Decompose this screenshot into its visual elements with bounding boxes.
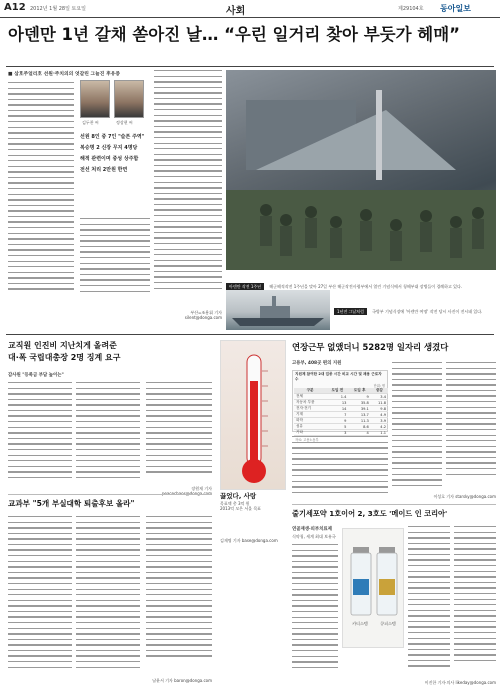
table-cell: 1.1 [371,430,388,436]
right-story-headline: 연장근무 없앴더니 5282명 일자리 생겼다 [292,342,449,352]
table-cell: 섬유 [294,424,326,430]
table-cell: 35.8 [348,400,370,406]
page-header [0,0,500,18]
thermometer-byline: 김재명 기자 base@donga.com [220,538,278,543]
table-cell: 기계 [294,412,326,418]
portrait-photo-1 [80,80,110,118]
table-cell: 4 [348,430,370,436]
caption-text: 국방부 기념식장에 '아덴만 여명' 작전 당시 사진이 전시돼 있다. [372,309,483,314]
table-cell: 4.9 [371,412,388,418]
vial-photos [342,528,404,648]
table-cell: 9 [326,418,348,424]
table-cell: 11.8 [371,400,388,406]
ceremony-photo [226,70,496,270]
top-story-headline: 아덴만 1년 갈채 쏟아진 날… “우린 일거리 찾아 부둣가 헤매” [8,25,461,44]
right-story-body-col2 [392,362,442,502]
top-story-kicker: ■ 삼호주얼리호 선원·주치의의 엇갈린 그늘진 후유증 [8,72,121,77]
table-cell: 13 [326,400,348,406]
caption-line: 목표액 총 3억 원 [220,501,250,506]
deck-line: 해적 관련이며 중성 상주함 [80,156,139,162]
vaccine-headline: 줄기세포약 1호이어 2, 3호도 '메이드 인 코리아' [292,509,448,518]
table-cell: 39.1 [348,406,370,412]
issue-date: 2012년 1월 28일 토요일 [30,6,87,12]
top-story-body-col3 [154,70,222,310]
left-mid-body-col1 [8,382,72,486]
table-cell: 5 [326,424,348,430]
table-header: 도입 전 [326,388,348,394]
table-cell: 3.9 [371,418,388,424]
top-story-deck [80,132,150,214]
table-row [294,430,388,436]
newspaper-logo: 동아일보 [440,3,471,13]
thermometer-caption [220,492,286,538]
table-source: 자료: 고용노동부 [295,438,319,442]
table-unit: 단위: 명 [373,384,385,388]
ceremony-scene-graphic [226,70,496,270]
table-cell: 4.2 [371,424,388,430]
deck-line: 선원 8인 중 7인 "슬픈 주역" [80,134,145,140]
thermometer-graphic [221,341,287,491]
portrait-caption-1: 김두찬 씨 [82,120,99,125]
bottom-left-byline: 남윤서 기자 baron@donga.com [152,678,212,683]
table-cell: 1.4 [326,394,348,400]
table-cell: 기타 [294,430,326,436]
table-cell: 8.6 [348,424,370,430]
stats-table-box [292,370,388,442]
table-title: 지원제 참여한 2대 업종 시간 비교 시간 및 채용 근로자 수 [295,372,382,381]
caption-title: 끓었다, 사랑 [220,492,257,500]
bottom-left-body-col3 [146,516,212,676]
top-story-byline: 부산=조용휘 기자 silent@donga.com [184,310,222,321]
right-story-body-col1 [292,436,388,500]
vial-caption-1: 카티스템 [352,621,368,626]
bottom-left-body-col2 [76,516,140,686]
vaccine-body-col3 [454,526,496,678]
table-cell: 전체 [294,394,326,400]
caption-title: 1년전 그날처럼 [334,308,367,315]
stats-table [294,388,388,436]
table-cell: 전자·전기 [294,406,326,412]
right-story-body-col3 [446,362,496,494]
headline-rule [6,66,494,67]
vaccine-body-col1 [292,544,338,684]
vaccine-rule [292,504,496,505]
ship-photo-caption [334,298,496,328]
left-mid-kicker: 감사원 "등록금 부담 높이는" [8,373,64,378]
table-cell: 3 [326,430,348,436]
ceremony-photo-caption [226,273,496,287]
vial-caption-2: 큐피스템 [380,621,396,626]
table-cell: 9 [348,394,370,400]
issue-number: 제29104호 [398,6,424,12]
table-header: 구분 [294,388,326,394]
table-cell: 11.3 [348,418,370,424]
right-story-byline: 이성호 기자 starsky@donga.com [433,494,496,499]
table-cell: 9.8 [371,406,388,412]
table-header: 증감 [371,388,388,394]
table-cell: 화학 [294,418,326,424]
left-mid-body-col2 [76,382,140,486]
table-cell: 14 [326,406,348,412]
vaccine-sub: 식약청, 세계 최대 보유국 [292,534,336,539]
right-story-kicker: 고용부, 408곳 편의 지원 [292,361,342,366]
ship-photo [226,290,330,330]
table-cell: 3.4 [371,394,388,400]
thermometer-photo [220,340,286,490]
table-header: 도입 후 [348,388,370,394]
left-mid-byline: 장원재 기자 [191,486,212,491]
bottom-left-headline: 교과부 "5개 부실대학 퇴출후보 올라" [8,499,135,508]
left-mid-headline: 교직원 인진비 지난치게 올려준 대·폭 국립대총장 2명 징계 요구 [8,341,121,362]
section-divider [6,334,494,335]
caption-line: 2013억 모은 서울 목표 [220,506,262,512]
caption-text: 해군해적작전 1주년을 맞아 27일 부산 해군작전사령부에서 열린 기념식에서 청해부대 장병들이 경례하고 있다. [269,284,463,289]
vaccine-byline: 이진한 기자·의사 likeday@donga.com [424,680,496,685]
bottom-left-rule [8,494,212,495]
ship-graphic [226,290,330,330]
vaccine-kicker: 연골재생·피부치료제 [292,527,332,532]
left-mid-body-col3 [146,382,212,486]
deck-line: 복승명 2 신장 무지 4명당 [80,145,138,151]
table-cell: 13.7 [348,412,370,418]
page-number: A12 [4,2,26,13]
portrait-caption-2: 정상현 씨 [116,120,133,125]
table-cell: 자동차 부품 [294,400,326,406]
table-cell: 7 [326,412,348,418]
deck-line: 전선 처리 2만원 한면 [80,167,128,173]
section-title: 사회 [226,6,246,17]
bottom-left-body-col1 [8,516,72,686]
vaccine-body-col2 [408,526,450,686]
top-story-body-col1 [8,82,74,302]
caption-title: 아덴만 작전 1주년 [226,283,264,290]
vial-graphic [343,529,405,649]
top-story-body-col2 [80,218,150,302]
portrait-photo-2 [114,80,144,118]
